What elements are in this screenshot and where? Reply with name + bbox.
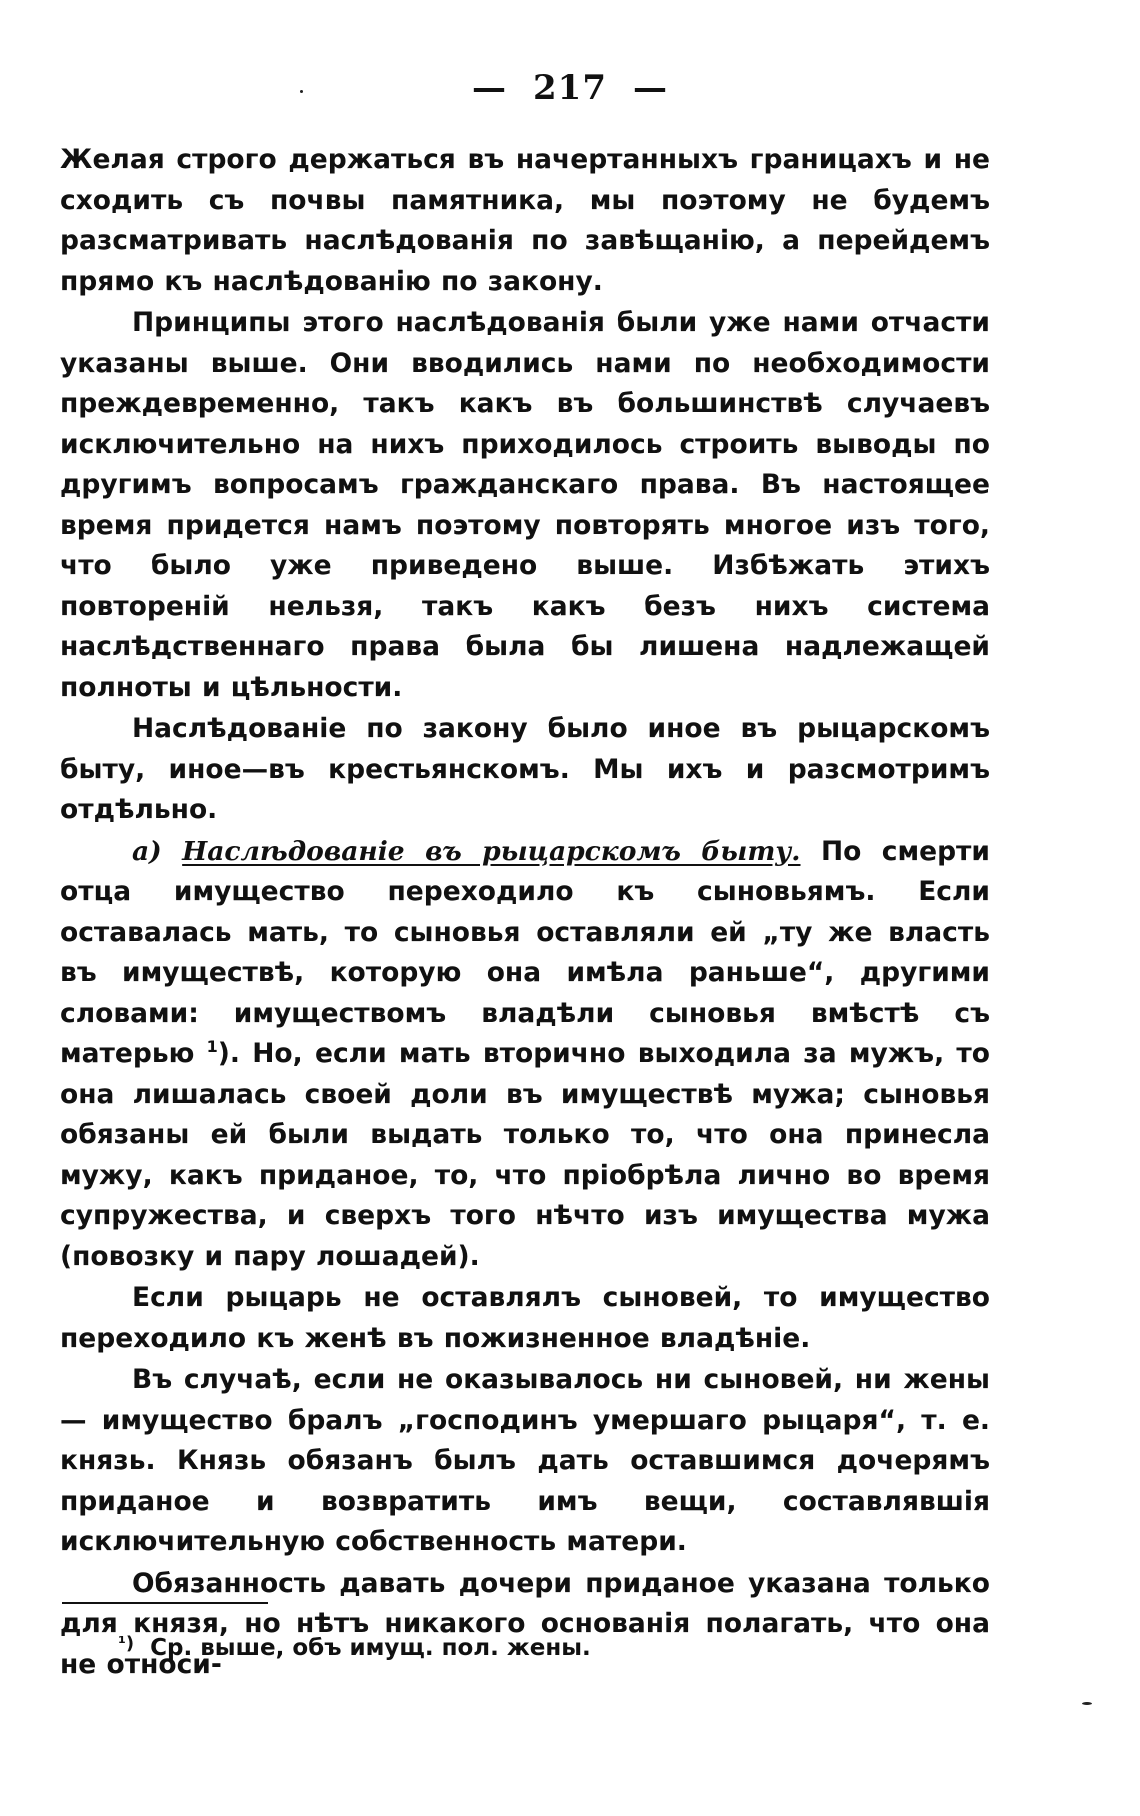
paragraph-7: Обязанность давать дочери приданое указана только для князя, но нѣтъ никакого основанія полагать, что она не относи- (60, 1567, 990, 1680)
body-text (60, 140, 990, 1685)
paragraph-3: Наслѣдованіе по закону было иное въ рыцарскомъ быту, иное—въ крестьянскомъ. Мы ихъ и разсмотримъ отдѣльно. (60, 713, 990, 825)
footnote-text: Ср. выше, объ имущ. пол. жены. (150, 1635, 591, 1661)
page-number: 217 (533, 68, 607, 108)
footnote-divider (62, 1602, 268, 1604)
paragraph-2: Принципы этого наслѣдованія были уже нами отчасти указаны выше. Они вводились нами по необходимости преждевременно, такъ какъ въ большинствѣ случаевъ исключительно на нихъ приходилось строить выводы по другимъ вопросамъ гражданскаго права. Въ настоящее время придется намъ поэтому повторять многое изъ того, что было уже приведено выше. Избѣжать этихъ повтореній нельзя, такъ какъ безъ нихъ система наслѣдственнаго права была бы лишена надлежащей полноты и цѣльности. (60, 307, 990, 703)
paragraph-6: Въ случаѣ, если не оказывалось ни сыновей, ни жены — имущество бралъ „господинъ умершаго рыцаря“, т. е. князь. Князь обязанъ былъ дать оставшимся дочерямъ приданое и возвратить имъ вещи, составлявшія исключительную собственность матери. (60, 1364, 990, 1557)
page-number-header (0, 68, 1140, 108)
paragraph-4-text-a: По смерти отца имущество переходило къ сыновьямъ. Если оставалась мать, то сыновья оставляли ей „ту же власть въ имуществѣ, которую она имѣла раньше“, другими словами: имуществомъ владѣли сыновья вмѣстѣ съ матерью (60, 835, 990, 1069)
paragraph-4 (60, 832, 990, 1278)
paragraph-5: Если рыцарь не оставлялъ сыновей, то имущество переходило къ женѣ въ пожизненное владѣніе. (60, 1282, 990, 1354)
footnote (118, 1628, 591, 1664)
print-speck (1082, 1702, 1092, 1705)
right-dash: — (632, 68, 668, 108)
section-letter: а) (132, 835, 162, 867)
section-heading: Наслѣдованіе въ рыцарскомъ быту. (182, 835, 801, 867)
footnote-mark: ¹) (118, 1633, 135, 1654)
paragraph-1: Желая строго держаться въ начертанныхъ границахъ и не сходить съ почвы памятника, мы поэтому не будемъ разсматривать наслѣдованія по завѣщанію, а перейдемъ прямо къ наслѣдованію по закону. (60, 144, 990, 297)
left-dash: — (472, 68, 507, 108)
print-speck (300, 90, 303, 93)
paragraph-4-text-b: ). Но, если мать вторично выходила за мужъ, то она лишалась своей доли въ имуществѣ мужа; сыновья обязаны ей были выдать только то, что она принесла мужу, какъ приданое, то, что пріобрѣла лично во время супружества, и сверхъ того нѣчто изъ имущества мужа (повозку и пару лошадей). (60, 1038, 990, 1272)
footnote-reference: 1 (206, 1037, 218, 1056)
